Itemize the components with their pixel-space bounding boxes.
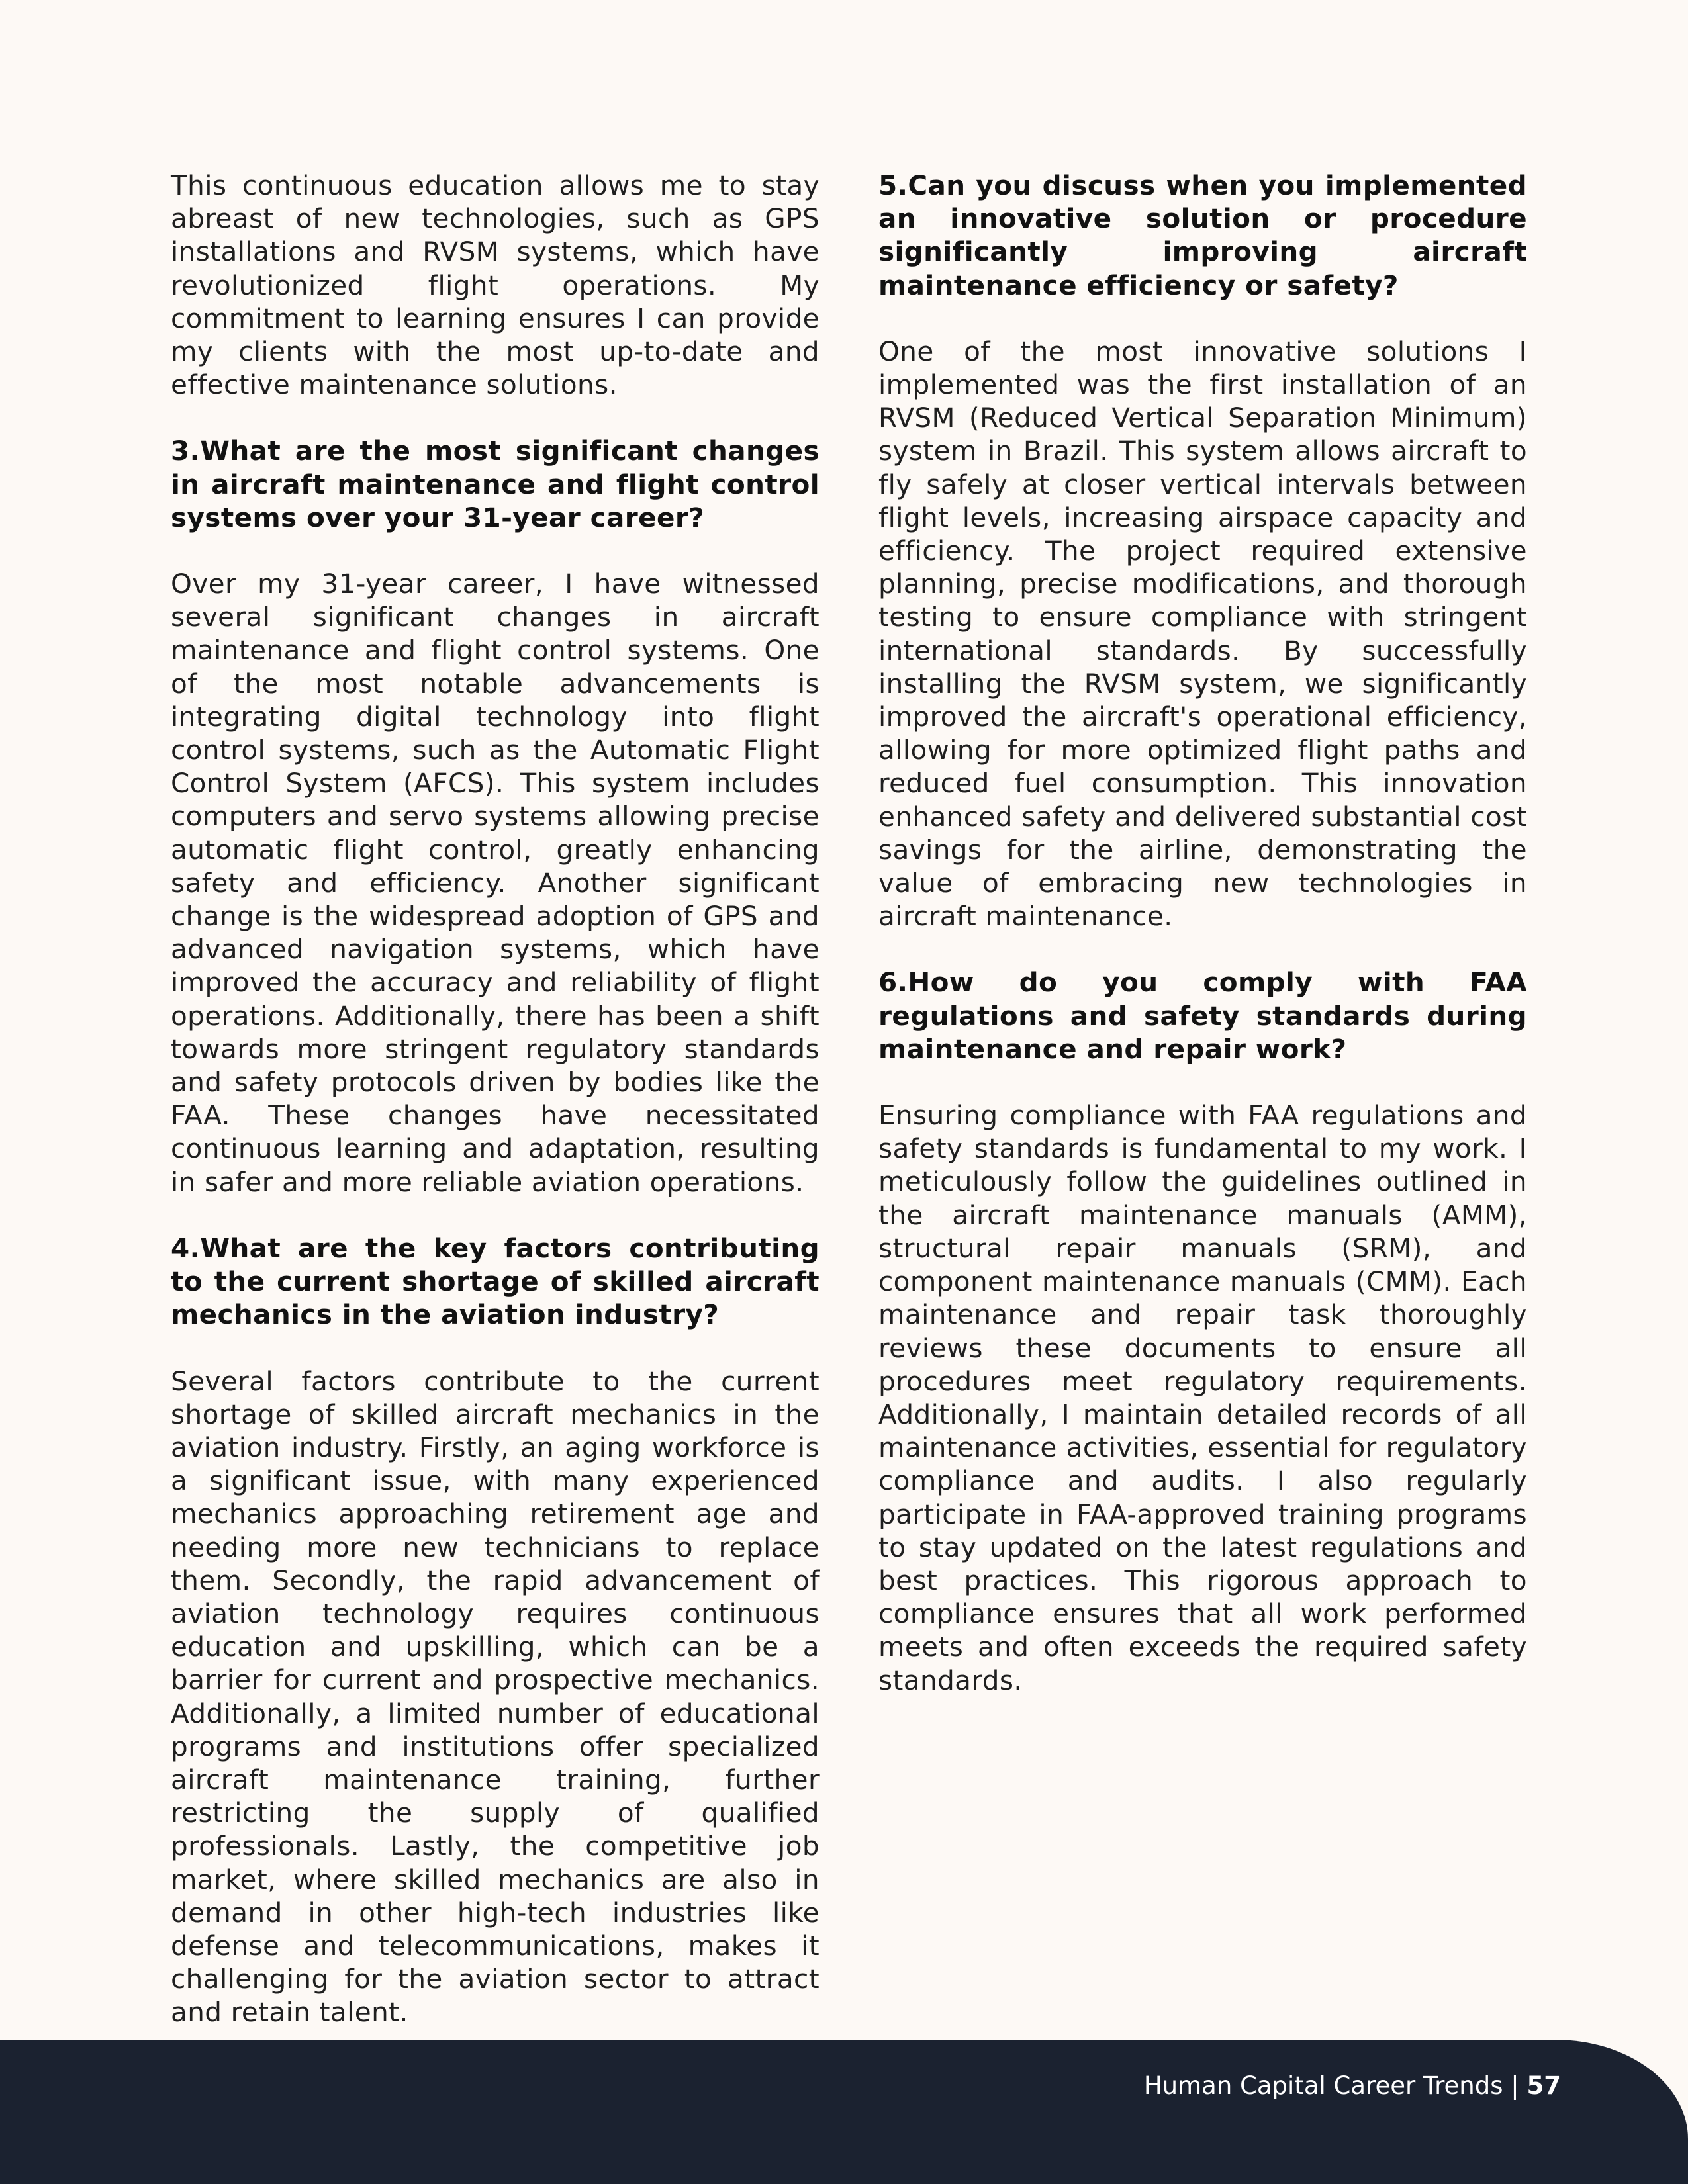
page-number: 57 [1526,2071,1561,2100]
answer-5-paragraph: One of the most innovative solutions I implemented was the first installation of an RVSM (Reduced Vertical Separation Minimum) system in Brazil. This system allows aircraft to fly safely at closer vertical intervals between flight levels, increasing airspace capacity and efficiency. The project required extensive planning, precise modifications, and thorough testing to ensure compliance with stringent international standards. By successfully installing the RVSM system, we significantly improved the aircraft's operational efficiency, allowing for more optimized flight paths and reduced fuel consumption. This innovation enhanced safety and delivered substantial cost savings for the airline, demonstrating the value of embracing new technologies in aircraft maintenance. [878,335,1527,933]
footer-label [1144,2071,1561,2100]
answer-6-paragraph: Ensuring compliance with FAA regulations and safety standards is fundamental to my work. I meticulously follow the guidelines outlined in the aircraft maintenance manuals (AMM), structural repair manuals (SRM), and component maintenance manuals (CMM). Each maintenance and repair task thoroughly reviews these documents to ensure all procedures meet regulatory requirements. Additionally, I maintain detailed records of all maintenance activities, essential for regulatory compliance and audits. I also regularly participate in FAA-approved training programs to stay updated on the latest regulations and best practices. This rigorous approach to compliance ensures that all work performed meets and often exceeds the required safety standards. [878,1099,1527,1696]
question-3-heading: 3.What are the most significant changes in aircraft maintenance and flight control systems over your 31-year career? [171,435,820,533]
intro-paragraph: This continuous education allows me to stay abreast of new technologies, such as GPS installations and RVSM systems, which have revolutionized flight operations. My commitment to learning ensures I can provide my clients with the most up-to-date and effective maintenance solutions. [171,169,820,401]
question-4-heading: 4.What are the key factors contributing to the current shortage of skilled aircraft mechanics in the aviation industry? [171,1232,820,1331]
publication-name: Human Capital Career Trends [1143,2071,1503,2100]
footer-separator: | [1503,2071,1527,2100]
left-column [171,169,820,2062]
page-footer [0,2040,1688,2184]
answer-4-paragraph: Several factors contribute to the current shortage of skilled aircraft mechanics in the aviation industry. Firstly, an aging workforce is a significant issue, with many experienced mechanics approaching retirement age and needing more new technicians to replace them. Secondly, the rapid advancement of aviation technology requires continuous education and upskilling, which can be a barrier for current and prospective mechanics. Additionally, a limited number of educational programs and institutions offer specialized aircraft maintenance training, further restricting the supply of qualified professionals. Lastly, the competitive job market, where skilled mechanics are also in demand in other high-tech industries like defense and telecommunications, makes it challenging for the aviation sector to attract and retain talent. [171,1365,820,2028]
question-6-heading: 6.How do you comply with FAA regulations and safety standards during maintenance and repair work? [878,966,1527,1065]
right-column [878,169,1527,1730]
answer-3-paragraph: Over my 31-year career, I have witnessed several significant changes in aircraft maintenance and flight control systems. One of the most notable advancements is integrating digital technology into flight control systems, such as the Automatic Flight Control System (AFCS). This system includes computers and servo systems allowing precise automatic flight control, greatly enhancing safety and efficiency. Another significant change is the widespread adoption of GPS and advanced navigation systems, which have improved the accuracy and reliability of flight operations. Additionally, there has been a shift towards more stringent regulatory standards and safety protocols driven by bodies like the FAA. These changes have necessitated continuous learning and adaptation, resulting in safer and more reliable aviation operations. [171,568,820,1198]
question-5-heading: 5.Can you discuss when you implemented an innovative solution or procedure significantly improving aircraft maintenance efficiency or safety? [878,169,1527,301]
